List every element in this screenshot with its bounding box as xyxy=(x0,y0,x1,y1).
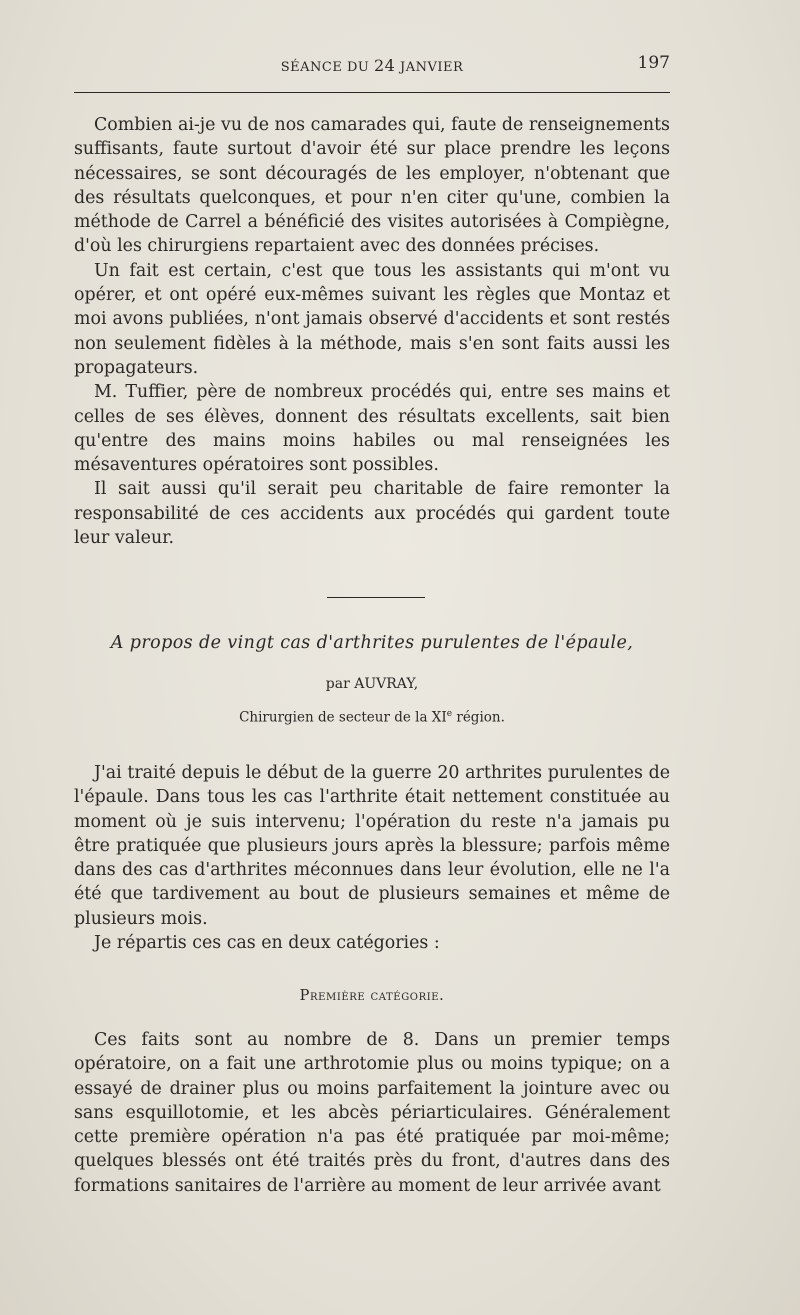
author-affiliation xyxy=(74,709,670,726)
section-heading xyxy=(74,988,670,1004)
article-author: par AUVRAY, xyxy=(325,676,419,692)
paragraph: J'ai traité depuis le début de la guerre 20 arthrites purulentes de l'épaule. Dans tous les cas l'arthrite était nettement constituée au moment où je suis intervenu; l'opération du reste n'a jamais pu être pratiquée que plusieurs jours après la blessure; parfois même dans des cas d'arthrites méconnues dans leur évolution, elle ne l'a été que tardivement au bout de plusieurs semaines et même de plusieurs mois. xyxy=(74,763,670,929)
paragraph: M. Tuffier, père de nombreux procédés qui, entre ses mains et celles de ses élèves, donnent des résultats excellents, sait bien qu'entre des mains moins habiles ou mal renseignées les mésaventures opératoires sont possibles. xyxy=(74,382,670,476)
affiliation-superscript: e xyxy=(446,709,453,719)
running-title-number: 24 xyxy=(373,56,396,75)
header-rule xyxy=(74,92,670,93)
running-title-part2: JANVIER xyxy=(395,60,464,75)
article-title: A propos de vingt cas d'arthrites purulentes de l'épaule, xyxy=(110,633,634,653)
text-block-introduction xyxy=(74,761,670,955)
affiliation-text-end: région. xyxy=(452,709,505,726)
paragraph: Un fait est certain, c'est que tous les assistants qui m'ont vu opérer, et ont opéré eux-mêmes suivant les règles que Montaz et moi avons publiées, n'ont jamais observé d'accidents et sont restés non seulement fidèles à la méthode, mais s'en sont faits aussi les propagateurs. xyxy=(74,260,670,378)
paragraph: Combien ai-je vu de nos camarades qui, faute de renseignements suffisants, faute surtout d'avoir été sur place prendre les leçons nécessaires, se sont découragés de les employer, n'obtenant que des résultats quelconques, et pour n'en citer qu'une, combien la méthode de Carrel a bénéficié des visites autorisées à Compiègne, d'où les chirurgiens repartaient avec des données précises. xyxy=(74,115,670,257)
section-heading-text: Première catégorie. xyxy=(299,988,445,1004)
section-separator-rule xyxy=(327,597,425,598)
text-block-previous-article xyxy=(74,113,670,550)
running-title xyxy=(74,56,670,75)
paragraph: Je répartis ces cas en deux catégories : xyxy=(94,933,440,954)
affiliation-text: Chirurgien de secteur de la XI xyxy=(239,709,447,726)
running-title-part1: SÉANCE DU xyxy=(280,60,374,75)
page-number: 197 xyxy=(637,53,670,73)
paragraph: Il sait aussi qu'il serait peu charitable de faire remonter la responsabilité de ces accidents aux procédés qui gardent toute leur valeur. xyxy=(74,479,670,549)
running-head xyxy=(74,52,670,76)
paragraph: Ces faits sont au nombre de 8. Dans un premier temps opératoire, on a fait une arthrotomie plus ou moins typique; on a essayé de drainer plus ou moins parfaitement la jointure avec ou sans esquillotomie, et les abcès périarticulaires. Généralement cette première opération n'a pas été pratiquée par moi-même; quelques blessés ont été traités près du front, d'autres dans des formations sanitaires de l'arrière au moment de leur arrivée avant xyxy=(74,1030,670,1196)
text-block-first-category xyxy=(74,1028,670,1198)
